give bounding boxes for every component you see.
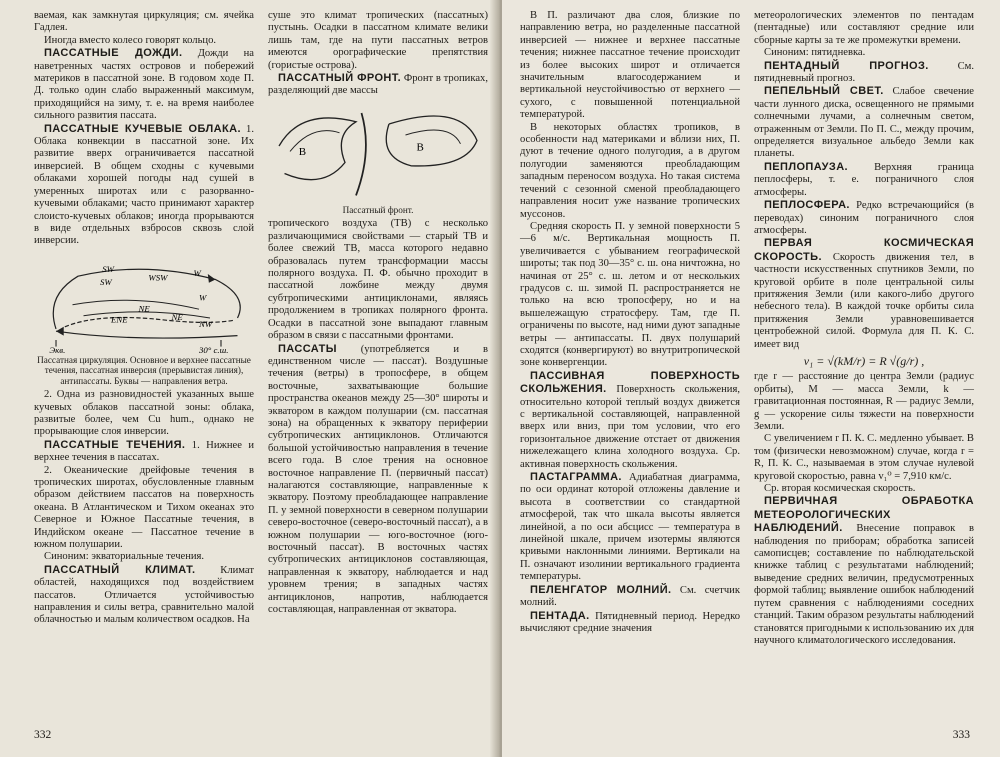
wind-label: ENE [111,314,128,325]
entry-text: (употребляется и в единственном числе — пассат). Воздушные течения (ветры) в тропосфере, в общем восточные, захватывающие большие пространства океанов между 25—30° широты и экватором в каждом полушарии (см. пассатная зона) на обращенных к экватору периферии субтропических антициклонов. Отличаются большой устойчивостью направления в течение всего года. В слое трения на основное восточное направление П. (первичный пассат) налагаются составляющие, направленные к экватору. Поэтому преобладающее направление П. у земной поверхности в северном полушарии северо-восточное (северо-восточный пассат), а в южном полушарии — юго-восточное (юго-восточный пассат). В восточных частях субтропических антициклонов составляющая, направленная к экватору, наблюдается и над уровнем трения; в западных частях антициклонов, напротив, наблюдается составляющая, направленная от экватора. [268,343,488,616]
entry-heading: ПЕПЛОСФЕРА. [764,199,850,212]
right-page [502,0,1000,757]
entry-crossref: Ср. вторая космическая скорость. [764,483,916,495]
latitude-label: 30° с.ш. [198,344,229,353]
velocity-formula: v₁ = √(kM/r) = R √(g/r) , [803,353,925,368]
wind-label: W [198,292,207,303]
entry-heading: ПАССИВНАЯ ПОВЕРХНОСТЬ СКОЛЬЖЕНИЯ. [520,369,740,396]
entry-text: См. пятидневный прогноз. [754,60,974,85]
wind-label: WSW [148,272,168,283]
entry-heading: ПАССАТНЫЙ КЛИМАТ. [44,563,196,576]
entry-text: Скорость движения тел, в частности искусственных спутников Земли, по круговой орбите в поле центральной силы притяжения Земли (или какого-либо другого небесного тела). В каждой точке орбиты сила притяжения Земли уравновешивается центробежной силой. Формула для П. К. С. имеет вид [754,251,974,350]
entry-heading: ПЕЛЕНГАТОР МОЛНИЙ. [530,583,672,596]
high-pressure-label: B [298,145,307,158]
entry-text: 2. Одна из разновидностей указанных выше кучевых облаков пассатной зоны: облака, развитые более, чем Cu hum., однако не прорывающие слоя инверсии. [34,389,254,438]
entry-text: Пятидневный период. Нередко вычисляют средние значения [520,610,740,634]
front-figure [268,102,488,216]
column-2 [268,10,488,710]
equator-label: Экв. [49,344,66,353]
wind-label: SW [102,263,114,274]
entry-intro: ваемая, как замкнутая циркуляция; см. ячейка Гадлея. [34,10,254,34]
entry-koleso: Иногда вместо колесо говорят кольцо. [44,34,217,46]
entry-text: суше это климат тропических (пассатных) пустынь. Осадки в пассатном климате велики лишь там, где на пути пассатных ветров имеются орографические препятствия (гористые острова). [268,10,488,71]
wind-label: NW [198,318,213,329]
entry-heading: ПАССАТНЫЕ ДОЖДИ. [44,47,183,60]
entry-heading: ПЕПЕЛЬНЫЙ СВЕТ. [764,85,884,98]
column-4 [754,10,974,710]
entry-text: 2. Океанические дрейфовые течения в тропических широтах, обусловленные главным образом действием пассатов на поверхность океана. В Атлантическом и Тихом океанах это Северное и Южное Пассатные течения, в Индийском океане — Пассатное течение в южном полушарии. [34,464,254,550]
entry-text: В некоторых областях тропиков, в особенности над материками и вблизи них, П. дуют в течение одного полугодия, а в другом полугодии заменяются преобладающим западным переносом воздуха. Но такая система течений с сезонной сменой преобладающего направления носит уже название тропических муссонов. [520,121,740,220]
wind-label: SW [100,276,112,287]
entry-text: Редко встречающийся (в переводах) синоним пограничного слоя атмосферы. [754,200,974,236]
entry-text: См. счетчик молний. [520,584,740,609]
column-3 [520,10,740,710]
entry-text: В П. различают два слоя, близкие по направлению ветра, но разделенные пассатной инверсией — нижнее и верхнее пассатные течения; нижнее пассатное течение происходит из более высоких широт и отличается значительным влагосодержанием и вертикальной неустойчивостью от верхнего — сухого, с повышенной потенциальной температурой. [520,10,740,121]
entry-text: Верхняя граница пеплосферы, т. е. пограничного слоя атмосферы. [754,161,974,198]
page-number: 333 [952,729,970,741]
entry-text: где r — расстояние до центра Земли (радиус орбиты), M — масса Земли, k — гравитационная постоянная, R — радиус Земли, g — ускорение силы тяжести на поверхности Земли. [754,371,974,432]
entry-text: Поверхность скольжения, относительно которой теплый воздух движется с вертикальной составляющей, направленной вверх или вниз, при том условии, что его горизонтальное движение отстает от движения нижележащего клина холодного воздуха. Ср. активная поверхность скольжения. [520,384,740,470]
entry-text: метеорологических элементов по пентадам (пентадные) или составляют средние или сборные карты за те же промежутки времени. [754,10,974,46]
entry-heading: ПАССАТНЫЕ КУЧЕВЫЕ ОБЛАКА. [44,122,241,135]
entry-heading: ПАСТАГРАММА. [530,471,622,484]
left-page [0,0,498,757]
entry-text: 1. Облака конвекции в пассатной зоне. Их развитие вверх ограничивается пассатной инверсией. В общем сходны с кучевыми облаками хорошей погоды над сушей в умеренных широтах или с разорванно-кучевыми облаками; часто принимают характер слоисто-кучевых облаков; иногда прорываются в виде отдельных взбросов сквозь слой инверсии. [34,123,254,247]
figure-caption: Пассатный фронт. [342,205,414,216]
circulation-figure [34,252,254,386]
entry-heading: ПЕНТАДНЫЙ ПРОГНОЗ. [764,59,929,72]
entry-heading: ПАССАТНЫЕ ТЕЧЕНИЯ. [44,438,186,451]
wind-label: W [193,267,201,278]
high-pressure-label: B [416,141,424,154]
entry-text: 1. Нижнее и верхнее течения в пассатах. [34,439,255,464]
entry-text: Средняя скорость П. у земной поверхности 5—6 м/с. Вертикальная мощность П. увеличивается с убыванием географической широты; так под 30—35° с. ш. она ничтожна, но начиная от 25° с. ш. летом и от нескольких градусов с. ш. зимой П. распространяется не только на всю тропосферу, но и на вышележащую стратосферу. Там, где П. ограничены по высоте, над ними дуют западные ветры — антипассаты. П. двух полушарий сходятся (конвергируют) во внутритропической зоне конвергенции. [520,220,740,369]
entry-heading: ПЕПЛОПАУЗА. [764,160,848,173]
entry-text: С увеличением r П. К. С. медленно убывает. В том (физически невозможном) случае, когда r = R, П. К. С., называемая в этом случае нулевой круговой скоростью, равна v₁⁰ = 7,910 км/с. [754,433,974,482]
entry-text: Фронт в тропиках, разделяющий две массы [268,73,488,97]
entry-synonym: Синоним: пятидневка. [764,47,866,59]
entry-heading: ПЕРВАЯ КОСМИЧЕСКАЯ СКОРОСТЬ. [754,237,974,263]
wind-label: NE [138,303,150,314]
entry-heading: ПАССАТЫ [278,342,337,355]
figure-caption: Пассатная циркуляция. Основное и верхнее пассатные течения, пассатная инверсия (прерывистая линия), антипассаты. Буквы — направления ветра. [37,354,251,386]
wind-label: NE [171,311,183,322]
entry-text: Дожди на наветренных частях островов и побережий материков в пассатной зоне. В годовом ходе П. Д. только один слабо выраженный максимум, приходящийся на зиму, т. е. на время наиболее сильного развития пассата. [34,48,254,122]
page-number: 332 [34,729,52,741]
column-1 [34,10,254,710]
entry-heading: ПАССАТНЫЙ ФРОНТ. [278,72,402,85]
entry-text: Адиабатная диаграмма, по оси ординат которой отложены давление и высота в соответствии со стандартной атмосферой, так что шкала высоты является линейной, а по оси абсцисс — температура в линейной шкале, причем изотермы являются кривыми наклонными линиями. Вертикали на П. означают изолинии вертикального градиента температуры. [520,472,740,583]
front-diagram [268,102,488,203]
entry-heading: ПЕРВИЧНАЯ ОБРАБОТКА МЕТЕОРОЛОГИЧЕСКИХ НАБЛЮДЕНИЙ. [754,495,974,535]
entry-text: Климат областей, находящихся под воздействием пассатов. Отличается устойчивостью направления и силы ветра, сравнительно малой облачностью и малым количеством осадков. На [34,564,254,626]
entry-text: Слабое свечение части лунного диска, освещенного не прямыми солнечными лучами, а солнечным светом, отраженным от Земли. По П. С., между прочим, определяется визуальное альбедо Земли как планеты. [754,86,974,160]
entry-text: тропического воздуха (ТВ) с несколько различающимися свойствами — старый ТВ и более свежий ТВ, масса которого недавно образовалась путем трансформации массы полярного воздуха. П. Ф. обычно проходит в пассатной ложбине между двумя субтропическими антициклонами, являясь продолжением в тропиках полярного фронта. Осадки в пассатной зоне выпадают главным образом в связи с пассатными фронтами. [268,218,488,342]
entry-heading: ПЕНТАДА. [530,609,590,622]
circulation-diagram [34,252,254,353]
entry-text: Внесение поправок в наблюдения по приборам; обработка записей самописцев; составление по наблюдательской книжке таблиц с результатами наблюдений; выведение средних величин, предусмотренных формой таблиц; выявление ошибок наблюдений путем сравнения с наблюдениями соседних станций. Таким образом результаты наблюдений становятся пригодными к использованию их для научного климатологического исследования. [754,523,974,646]
entry-synonym: Синоним: экваториальные течения. [44,551,205,563]
